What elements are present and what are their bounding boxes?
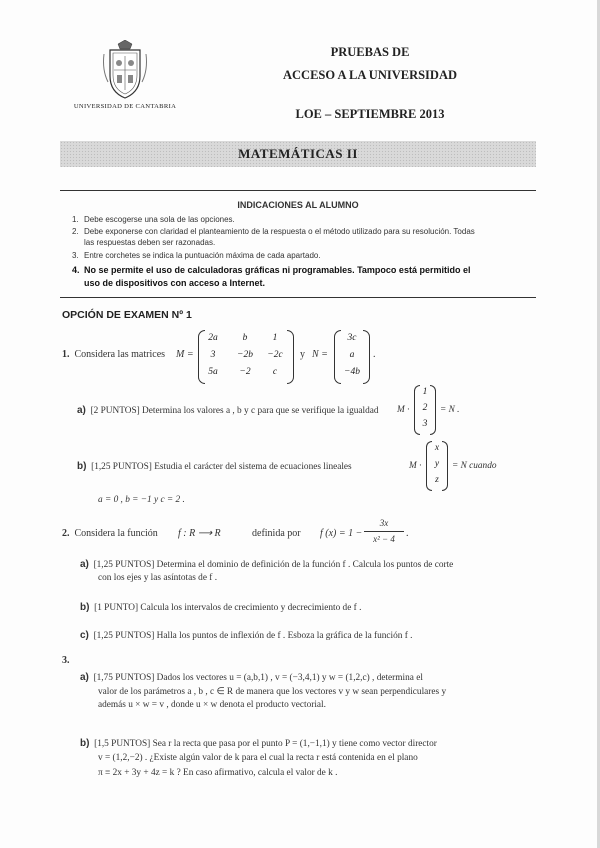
exam-session: LOE – SEPTIEMBRE 2013 [295, 107, 445, 121]
subject-title: MATEMÁTICAS II [238, 146, 358, 161]
q1-period: . [373, 349, 376, 360]
q2-intro: 2. Considera la función [62, 528, 158, 539]
q1-m-name: M = [176, 349, 194, 360]
header-line1: PRUEBAS DE [330, 45, 410, 59]
vector-xyz [426, 441, 448, 493]
q3b-text3: π ≡ 2x + 3y + 4z = k ? En caso afirmativo, calcula el valor de k . [98, 768, 338, 778]
q3a-text3: además u × w = v , donde u × w denota el producto vectorial. [98, 700, 326, 710]
instruction-item: 2. Debe exponerse con claridad el planteamiento de la respuesta o el método utilizado para su resolución. Todas [72, 227, 475, 236]
q2-defined: definida por [252, 528, 301, 539]
q2b-text: b) [1 PUNTO] Calcula los intervalos de crecimiento y decrecimiento de f . [80, 602, 362, 613]
q2-fdef: f : R ⟶ R [178, 528, 221, 539]
q1b-condition: a = 0 , b = −1 y c = 2 . [98, 495, 185, 505]
q2a-text2: con los ejes y las asíntotas de f . [98, 573, 218, 583]
header-line2: ACCESO A LA UNIVERSIDAD [283, 68, 457, 82]
matrix-cell: 3c [347, 333, 357, 343]
instructions-box [60, 190, 536, 298]
q3a-text1: a) [1,75 PUNTOS] Dados los vectores u = (a,b,1) , v = (−3,4,1) y w = (1,2,c) , determina el [80, 672, 423, 683]
q2-denominator: x² − 4 [373, 534, 395, 544]
instructions-title: INDICACIONES AL ALUMNO [237, 200, 359, 210]
vector-cell: 3 [422, 419, 428, 429]
vector-123 [414, 385, 436, 437]
matrix-cell: b [242, 333, 248, 343]
q2-numerator: 3x [379, 518, 389, 528]
instruction-item: uso de dispositivos con acceso a Internet. [84, 278, 266, 288]
fraction-bar [364, 531, 404, 532]
q2-period: . [406, 528, 409, 539]
q3b-text1: b) [1,5 PUNTOS] Sea r la recta que pasa por el punto P = (1,−1,1) y tiene como vector director [80, 738, 437, 749]
matrix-cell: −2b [237, 350, 253, 360]
matrix-cell: a [349, 350, 355, 360]
option-title: OPCIÓN DE EXAMEN Nº 1 [62, 309, 192, 321]
q1-intro: 1. Considera las matrices [62, 349, 166, 360]
q1-n-name: N = [312, 349, 328, 360]
matrix-n [334, 330, 370, 386]
q2c-text: c) [1,25 PUNTOS] Halla los puntos de inflexión de f . Esboza la gráfica de la función f . [80, 630, 413, 641]
q3a-text2: valor de los parámetros a , b , c ∈ R de manera que los vectores v y w sean perpendiculares y [98, 687, 447, 697]
vector-cell: x [434, 443, 440, 453]
q1a-eq-right: = N . [440, 405, 460, 415]
q1a-eq-left: M · [397, 405, 410, 415]
matrix-m [198, 330, 294, 386]
instruction-item: 1. Debe escogerse una sola de las opciones. [72, 215, 235, 224]
matrix-cell: 5a [208, 367, 218, 377]
matrix-cell: −2c [267, 350, 283, 360]
subject-bar [60, 141, 536, 167]
vector-cell: 2 [422, 403, 428, 413]
university-name: UNIVERSIDAD DE CANTABRIA [73, 103, 177, 110]
q1b-text: b) [1,25 PUNTOS] Estudia el carácter del sistema de ecuaciones lineales [77, 461, 352, 472]
q1b-eq-left: M · [409, 461, 422, 471]
matrix-cell: 3 [210, 350, 216, 360]
q1a-text: a) [2 PUNTOS] Determina los valores a , b y c para que se verifique la igualdad [77, 405, 379, 416]
q1b-eq-right: = N cuando [452, 461, 497, 471]
q3-number: 3. [62, 655, 70, 666]
q2-fx: f (x) = 1 − [320, 528, 363, 539]
vector-cell: y [434, 459, 440, 469]
q1-and: y [300, 349, 305, 360]
vector-cell: 1 [422, 387, 428, 397]
matrix-cell: −2 [239, 367, 251, 377]
matrix-cell: −4b [344, 367, 360, 377]
matrix-cell: c [272, 367, 278, 377]
q2a-text1: a) [1,25 PUNTOS] Determina el dominio de definición de la función f . Calcula los puntos de corte [80, 559, 454, 570]
matrix-cell: 1 [272, 333, 278, 343]
vector-cell: z [435, 475, 439, 485]
crest-icon [100, 40, 150, 102]
matrix-cell: 2a [208, 333, 218, 343]
instruction-item: 4. No se permite el uso de calculadoras gráficas ni programables. Tampoco está permitido el [72, 265, 471, 275]
instruction-item: 3. Entre corchetes se indica la puntuación máxima de cada apartado. [72, 251, 321, 260]
q3b-text2: v = (1,2,−2) . ¿Existe algún valor de k para el cual la recta r está contenida en el plano [98, 753, 418, 763]
instruction-item: las respuestas deben ser razonadas. [84, 238, 216, 247]
